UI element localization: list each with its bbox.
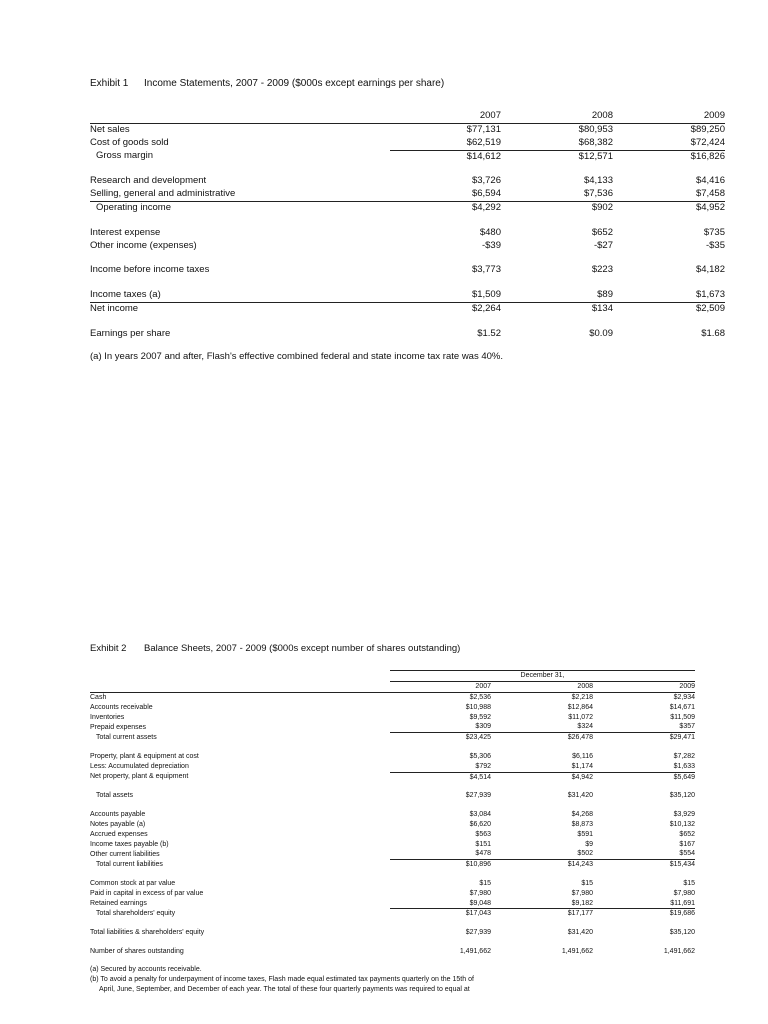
row-label: Interest expense	[90, 226, 161, 238]
value-cell: $1.68	[701, 327, 725, 339]
table-row	[90, 201, 725, 214]
value-cell: $2,218	[571, 694, 593, 701]
value-cell: $3,929	[673, 811, 695, 819]
value-cell: $15	[683, 879, 695, 887]
row-label: Notes payable (a)	[90, 820, 146, 828]
income-statement-header-row	[90, 109, 725, 124]
table-row	[90, 693, 695, 703]
table-row	[90, 124, 725, 137]
exhibit-1-title-text: Income Statements, 2007 - 2009 ($000s except earnings per share)	[144, 78, 445, 89]
year-header: 2008	[501, 109, 613, 124]
value-cell: $4,182	[695, 264, 725, 276]
value-cell: 1,491,662	[561, 947, 593, 955]
spacer-row	[90, 743, 695, 752]
row-label: Prepaid expenses	[90, 723, 147, 731]
row-label: Other income (expenses)	[90, 239, 197, 251]
value-cell: $10,988	[465, 703, 491, 711]
table-row	[90, 820, 695, 830]
value-cell: $6,620	[469, 820, 491, 828]
value-cell: 1,491,662	[663, 947, 695, 955]
row-label: Less: Accumulated depreciation	[90, 763, 189, 771]
row-label: Net sales	[90, 124, 130, 135]
row-label: Accounts receivable	[90, 703, 153, 711]
value-cell: $77,131	[466, 124, 501, 135]
spacer-row	[90, 919, 695, 928]
table-row	[90, 289, 725, 302]
row-label: Total assets	[96, 792, 133, 800]
value-cell: $80,953	[578, 124, 613, 135]
spacer-cell	[90, 938, 695, 947]
value-cell: $62,519	[466, 136, 501, 148]
value-cell: $151	[475, 840, 491, 848]
row-label: Cash	[90, 694, 107, 701]
row-label: Common stock at par value	[90, 879, 176, 887]
row-label-header	[90, 671, 390, 682]
row-label: Accrued expenses	[90, 830, 148, 838]
spacer-row	[90, 870, 695, 879]
footnote: (b) To avoid a penalty for underpayment of income taxes, Flash made equal estimated tax payments quarterly on the 15th of	[90, 975, 474, 983]
row-label: Income before income taxes	[90, 264, 210, 276]
table-row	[90, 772, 695, 782]
exhibit-2-title-text: Balance Sheets, 2007 - 2009 ($000s except number of shares outstanding)	[144, 643, 461, 654]
value-cell: $11,509	[670, 713, 695, 721]
value-cell: $6,594	[471, 188, 501, 200]
value-cell: $19,686	[593, 909, 695, 919]
table-row	[90, 849, 695, 859]
table-row	[90, 752, 695, 762]
value-cell: $11,691	[670, 899, 695, 907]
value-cell: $0.09	[589, 327, 613, 339]
value-cell: $7,980	[571, 889, 593, 897]
spacer-row	[90, 215, 725, 227]
year-header: 2007	[390, 682, 491, 693]
value-cell: $14,243	[491, 860, 593, 870]
spacer-row	[90, 801, 695, 810]
value-cell: $15	[581, 879, 593, 887]
value-cell: $652	[591, 226, 613, 238]
footnote-continued: April, June, September, and December of each year. The total of these four quarterly payments was required to equal at	[99, 985, 470, 993]
row-label: Net property, plant & equipment	[90, 773, 189, 781]
row-label: Total shareholders' equity	[96, 910, 176, 918]
row-label: Net income	[90, 302, 390, 315]
table-row	[90, 264, 725, 277]
value-cell: $4,952	[613, 201, 725, 214]
value-cell: $12,571	[501, 150, 613, 163]
value-cell: $591	[577, 830, 593, 838]
row-label: Total current liabilities	[96, 860, 163, 868]
value-cell: $6,116	[572, 752, 593, 760]
income-statement-body	[90, 124, 725, 341]
year-header: 2007	[390, 109, 501, 124]
value-cell: $735	[703, 226, 725, 238]
table-row	[90, 240, 725, 253]
table-row	[90, 909, 695, 919]
row-label-header	[90, 682, 390, 693]
row-label: Inventories	[90, 713, 125, 721]
spacer-cell	[90, 743, 695, 752]
value-cell: $9,592	[469, 713, 491, 721]
row-label: Retained earnings	[90, 899, 147, 907]
exhibit-1-footnote: (a) In years 2007 and after, Flash's effective combined federal and state income tax rate was 40%.	[90, 350, 504, 362]
table-row	[90, 137, 725, 150]
exhibit-2-footnotes	[90, 965, 695, 995]
value-cell: $14,671	[669, 703, 695, 711]
spacer-cell	[90, 801, 695, 810]
value-cell: $89	[597, 289, 613, 301]
spacer-cell	[90, 277, 725, 289]
income-statement-table	[90, 109, 725, 341]
spacer-cell	[90, 919, 695, 928]
row-label: Selling, general and administrative	[90, 188, 236, 200]
value-cell: $1,174	[571, 762, 593, 770]
value-cell: $4,268	[571, 811, 593, 819]
value-cell: $480	[479, 226, 501, 238]
table-row	[90, 791, 695, 801]
table-row	[90, 328, 725, 341]
spacer-row	[90, 252, 725, 264]
table-row	[90, 928, 695, 938]
value-cell: $4,292	[390, 201, 501, 214]
table-row	[90, 899, 695, 909]
table-row	[90, 840, 695, 850]
value-cell: $3,726	[471, 175, 501, 187]
spacer-row	[90, 782, 695, 791]
value-cell: $35,120	[669, 929, 695, 937]
value-cell: $563	[475, 830, 491, 838]
value-cell: $89,250	[690, 124, 725, 135]
balance-sheet-body	[90, 693, 695, 957]
spacer-cell	[90, 316, 725, 328]
value-cell: $7,536	[583, 188, 613, 200]
table-row	[90, 302, 725, 315]
value-cell: $7,458	[695, 188, 725, 200]
value-cell: $17,177	[491, 909, 593, 919]
value-cell: $3,773	[471, 264, 501, 276]
value-cell: $26,478	[491, 733, 593, 743]
value-cell: $652	[679, 830, 695, 838]
spacer-cell	[90, 782, 695, 791]
value-cell: $9	[585, 840, 593, 848]
table-row	[90, 703, 695, 713]
exhibit-2	[90, 643, 695, 995]
exhibit-2-label: Exhibit 2	[90, 643, 127, 654]
exhibit-2-title	[90, 643, 695, 654]
exhibit-1-title	[90, 78, 725, 89]
value-cell: $15	[479, 879, 491, 887]
value-cell: $8,873	[571, 820, 593, 828]
row-label: Earnings per share	[90, 327, 171, 339]
balance-sheet-period-row	[90, 671, 695, 682]
table-row	[90, 175, 725, 188]
value-cell: $11,072	[568, 713, 593, 721]
row-label: Income taxes payable (b)	[90, 840, 169, 848]
value-cell: $68,382	[578, 136, 613, 148]
value-cell: $4,416	[695, 175, 725, 187]
value-cell: $10,132	[669, 820, 695, 828]
table-row	[90, 733, 695, 743]
row-label: Other current liabilities	[90, 850, 160, 858]
spacer-row	[90, 938, 695, 947]
row-label: Total current assets	[96, 733, 157, 741]
value-cell: $17,043	[390, 909, 491, 919]
footnote: (a) Secured by accounts receivable.	[90, 965, 202, 973]
value-cell: $4,133	[583, 175, 613, 187]
value-cell: $3,084	[469, 811, 491, 819]
table-row	[90, 188, 725, 201]
year-header: 2009	[593, 682, 695, 693]
exhibit-1	[90, 78, 725, 362]
value-cell: $792	[475, 762, 491, 770]
value-cell: $554	[679, 850, 695, 858]
spacer-cell	[90, 870, 695, 879]
value-cell: -$35	[705, 239, 725, 251]
row-label: Research and development	[90, 175, 207, 187]
value-cell: $134	[501, 302, 613, 315]
value-cell: $324	[577, 723, 593, 731]
value-cell: $72,424	[690, 136, 725, 148]
value-cell: $502	[577, 850, 593, 858]
row-label: Accounts payable	[90, 811, 146, 819]
row-label: Cost of goods sold	[90, 137, 169, 149]
value-cell: $4,942	[491, 772, 593, 782]
row-label: Total liabilities & shareholders' equity	[90, 929, 205, 937]
row-label: Income taxes (a)	[90, 289, 161, 301]
spacer-row	[90, 163, 725, 175]
row-label: Property, plant & equipment at cost	[90, 752, 199, 760]
value-cell: $2,264	[390, 302, 501, 315]
table-row	[90, 762, 695, 772]
value-cell: $478	[475, 850, 491, 858]
value-cell: $5,649	[593, 772, 695, 782]
value-cell: $27,939	[465, 929, 491, 937]
value-cell: $7,980	[673, 889, 695, 897]
spacer-row	[90, 277, 725, 289]
value-cell: $16,826	[613, 150, 725, 163]
value-cell: $223	[591, 264, 613, 276]
value-cell: $27,939	[465, 792, 491, 800]
spacer-cell	[90, 252, 725, 264]
value-cell: $1,633	[673, 762, 695, 770]
table-row	[90, 830, 695, 840]
table-row	[90, 879, 695, 889]
year-header: 2008	[491, 682, 593, 693]
value-cell: $12,864	[567, 703, 593, 711]
table-row	[90, 227, 725, 240]
value-cell: $1,509	[471, 289, 501, 301]
value-cell: $902	[501, 201, 613, 214]
value-cell: $31,420	[567, 792, 593, 800]
table-row	[90, 713, 695, 723]
value-cell: $5,306	[469, 752, 491, 760]
value-cell: $2,509	[613, 302, 725, 315]
period-header: December 31,	[390, 671, 695, 682]
row-label: Number of shares outstanding	[90, 947, 184, 955]
value-cell: $309	[475, 723, 491, 731]
value-cell: $2,934	[673, 694, 695, 701]
value-cell: $31,420	[567, 929, 593, 937]
value-cell: $357	[679, 723, 695, 731]
value-cell: $14,612	[390, 150, 501, 163]
value-cell: $29,471	[593, 733, 695, 743]
balance-sheet-table	[90, 670, 695, 957]
value-cell: -$27	[593, 239, 613, 251]
table-row	[90, 810, 695, 820]
year-header: 2009	[613, 109, 725, 124]
value-cell: $7,980	[469, 889, 491, 897]
value-cell: $23,425	[390, 733, 491, 743]
value-cell: $10,896	[390, 860, 491, 870]
value-cell: $167	[679, 840, 695, 848]
value-cell: $1,673	[695, 289, 725, 301]
spacer-cell	[90, 215, 725, 227]
row-label: Paid in capital in excess of par value	[90, 889, 204, 897]
table-row	[90, 150, 725, 163]
table-row	[90, 860, 695, 870]
row-label-header	[90, 109, 390, 124]
value-cell: $2,536	[469, 694, 491, 701]
value-cell: $7,282	[673, 752, 695, 760]
value-cell: $15,434	[593, 860, 695, 870]
row-label: Gross margin	[96, 150, 154, 162]
table-row	[90, 722, 695, 732]
value-cell: 1,491,662	[459, 947, 491, 955]
value-cell: -$39	[481, 239, 501, 251]
value-cell: $1.52	[477, 327, 501, 339]
row-label: Operating income	[90, 201, 390, 214]
value-cell: $35,120	[669, 792, 695, 800]
value-cell: $4,514	[390, 772, 491, 782]
spacer-row	[90, 316, 725, 328]
value-cell: $9,182	[571, 899, 593, 907]
exhibit-1-label: Exhibit 1	[90, 78, 129, 89]
table-row	[90, 889, 695, 899]
spacer-cell	[90, 163, 725, 175]
balance-sheet-header-row	[90, 682, 695, 693]
table-row	[90, 947, 695, 957]
value-cell: $9,048	[469, 899, 491, 907]
